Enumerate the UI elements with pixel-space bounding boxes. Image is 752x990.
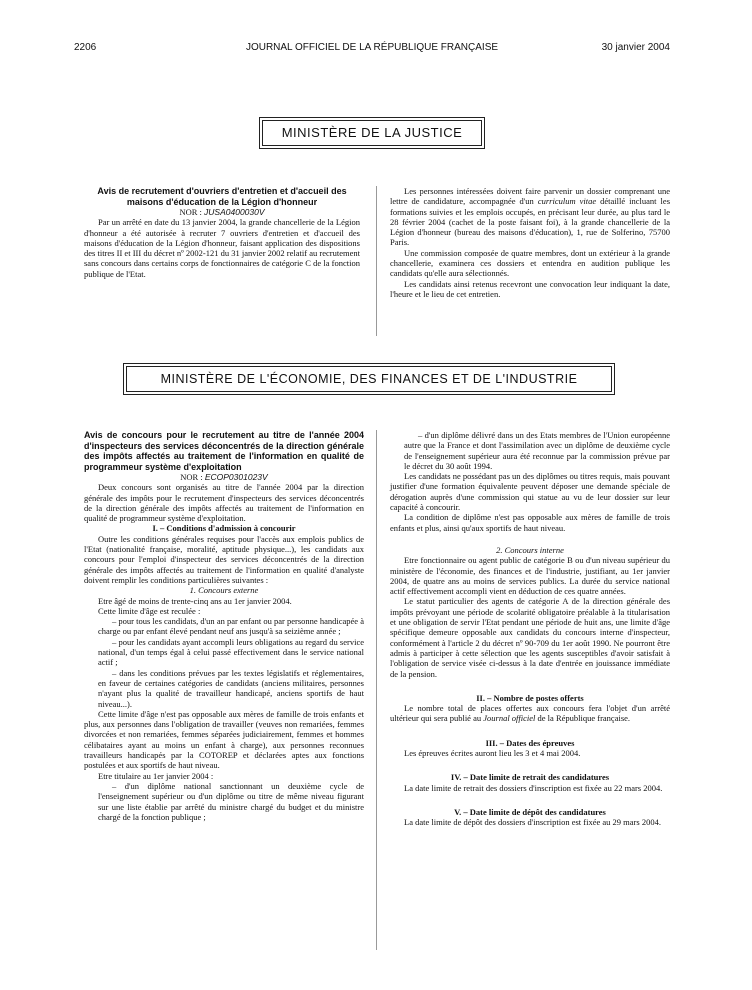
page-number: 2206: [74, 42, 97, 53]
section-heading: I. – Conditions d'admission à concourir: [152, 523, 296, 534]
section-heading: III. – Dates des épreuves: [485, 737, 575, 748]
list-item: – d'un diplôme national sanctionnant un deuxième cycle de l'enseignement supérieur ou d'un diplôme ou titre de même niveau figurant sur une liste établie par arrêté du ministre chargé du budget et du ministre chargé de la fonction publique ;: [98, 780, 364, 822]
page-header: [74, 42, 670, 58]
external-paragraph: Etre titulaire au 1er janvier 2004 :: [98, 770, 214, 781]
column-divider: [376, 430, 377, 950]
economie-nor: NOR : ECOP0301023V: [180, 472, 268, 482]
external-paragraph: Etre âgé de moins de trente-cinq ans au 1er janvier 2004.: [98, 595, 292, 606]
internal-paragraph: Etre fonctionnaire ou agent public de catégorie B ou d'un niveau supérieur du ministère de l'économie, des finances et de l'industrie, justifiant, au 1er janvier 2004, de quatre ans au moins de services publics. La durée du service national actif effectivement accompli vient en déduction de ces quatre années.: [390, 555, 670, 597]
list-item: – d'un diplôme délivré dans un des Etats membres de l'Union européenne autre que la France et dont l'assimilation avec un diplôme de deuxième cycle de l'enseignement supérieur aura été reconnue par la commission prévue par le décret du 30 août 1994.: [404, 430, 670, 471]
derogation-paragraph: Les candidats ne possédant pas un des diplômes ou titres requis, mais pouvant justifier d'une formation équivalente peuvent déposer une demande spéciale de dérogation auprès d'une commission qui statue au vu de leur dossier sur leur capacité à concourir.: [390, 471, 670, 513]
economie-notice-title: Avis de concours pour le recrutement au titre de l'année 2004 d'inspecteurs des services déconcentrés de la direction générale des impôts affectés au traitement de l'information en qualité de programmeur système d'exploitation: [84, 430, 364, 472]
ministry-justice-title: MINISTÈRE DE LA JUSTICE: [281, 125, 463, 140]
ministry-justice-box: [262, 120, 482, 146]
internal-paragraph: Le statut particulier des agents de catégorie A de la direction générale des impôts prévoyant une période de scolarité obligatoire préalable à la titularisation et une obligation de servir l'Etat pendant une période de huit ans, une limite d'âge spécifique demeure opposable aux candidats du concours interne d'inspecteur, conformément à l'article 2 du décret nº 90-709 du 1er août 1990. Ne pourront être admis à participer à cette sélection que les agents susceptibles d'avoir satisfait à l'obligation de service visée ci-dessus à la date d'entrée en jouissance immédiate de la pension.: [390, 596, 670, 679]
subsection-heading: 2. Concours interne: [496, 544, 564, 555]
ministry-economie-title: MINISTÈRE DE L'ÉCONOMIE, DES FINANCES ET DE L'INDUSTRIE: [160, 372, 578, 386]
justice-right-column: [390, 186, 670, 299]
list-item: – pour les candidats ayant accompli leurs obligations au regard du service national, d'un temps égal à celui passé effectivement dans le service national actif ;: [98, 636, 364, 668]
justice-nor: NOR : JUSA0400030V: [179, 207, 265, 217]
external-paragraph: Cette limite d'âge n'est pas opposable aux mères de famille de trois enfants et plus, aux personnes dans l'obligation de travailler (veuves non remariées, femmes divorcées et non remariées, femmes séparées judiciairement, femmes et hommes célibataires ayant au moins un enfant à charge), aux personnes reconnues travailleurs handicapés par la COTOREP et déclarées aptes aux fonctions postulées et aux sportifs de haut niveau.: [84, 708, 364, 771]
justice-paragraph: Une commission composée de quatre membres, dont un extérieur à la grande chancellerie, examinera ces dossiers et entendra en audition publique les candidats qu'elle aura sélectionnés.: [390, 247, 670, 279]
derogation-paragraph: La condition de diplôme n'est pas opposable aux mères de famille de trois enfants et plus, ainsi qu'aux sportifs de haut niveau.: [390, 512, 670, 533]
retrait-paragraph: La date limite de retrait des dossiers d'inscription est fixée au 22 mars 2004.: [404, 782, 663, 793]
ministry-economie-box: [126, 366, 612, 392]
dates-paragraph: Les épreuves écrites auront lieu les 3 et 4 mai 2004.: [404, 748, 581, 759]
column-divider: [376, 186, 377, 336]
justice-paragraph: Les personnes intéressées doivent faire parvenir un dossier comprenant une lettre de candidature, accompagnée d'un curriculum vitae détaillé incluant les formations suivies et les emplois occupés, en précisant leur durée, au plus tard le 28 février 2004 (cachet de la poste faisant foi), à la grande chancellerie de la Légion d'honneur (bureau des maisons d'éducation), 1, rue de Solferino, 75700 Paris.: [390, 186, 670, 248]
external-paragraph: Cette limite d'âge est reculée :: [98, 605, 201, 616]
section-heading: IV. – Date limite de retrait des candidatures: [450, 772, 610, 783]
journal-title: JOURNAL OFFICIEL DE LA RÉPUBLIQUE FRANÇAISE: [245, 42, 499, 53]
economie-left-column: [84, 430, 364, 822]
list-item: – pour tous les candidats, d'un an par enfant ou par personne handicapée à charge ou par enfant élevé pendant neuf ans jusqu'à sa seizième année ;: [98, 616, 364, 637]
section-heading: II. – Nombre de postes offerts: [476, 692, 584, 703]
justice-left-column: [84, 186, 360, 279]
conditions-paragraph: Outre les conditions générales requises pour l'accès aux emplois publics de l'Etat (nationalité française, moralité, aptitude physique...), les candidats aux concours pour l'emploi d'inspecteur des services déconcentrés de la direction générale des impôts affectés au traitement de l'information en qualité d'analyste doivent remplir les conditions particulières suivantes :: [84, 533, 364, 585]
intro-paragraph: Deux concours sont organisés au titre de l'année 2004 par la direction générale des impôts pour le recrutement d'inspecteurs des services déconcentrés de la direction générale des impôts affectés au traitement de l'information en qualité de programmeur système d'exploitation.: [84, 482, 364, 524]
depot-paragraph: La date limite de dépôt des dossiers d'inscription est fixée au 29 mars 2004.: [404, 817, 661, 828]
justice-paragraph: Par un arrêté en date du 13 janvier 2004, la grande chancellerie de la Légion d'honneur a été autorisée à recruter 7 ouvriers d'entretien et d'accueil des maisons d'éducation de la Légion d'honneur, faisant application des dispositions des titres II et III du décret nº 2002-121 du 31 janvier 2002 relatif au recrutement sans concours dans certains corps de fonctionnaires de catégorie C de la fonction publique de l'Etat.: [84, 217, 360, 279]
section-heading: V. – Date limite de dépôt des candidatures: [454, 806, 606, 817]
economie-right-column: [390, 430, 670, 828]
postes-paragraph: Le nombre total de places offertes aux concours fera l'objet d'un arrêté ultérieur qui sera publié au Journal officiel de la République française.: [390, 703, 670, 724]
justice-notice-title: Avis de recrutement d'ouvriers d'entretien et d'accueil des maisons d'éducation de la Légion d'honneur: [97, 186, 347, 207]
justice-paragraph: Les candidats ainsi retenus recevront une convocation leur indiquant la date, l'heure et le lieu de cet entretien.: [390, 278, 670, 299]
list-item: – dans les conditions prévues par les textes législatifs et réglementaires, en faveur de certaines catégories de candidats (anciens militaires, personnes n'ayant plus la qualité de travailleur handicapé, anciens sportifs de haut niveau...).: [98, 667, 364, 709]
subsection-heading: 1. Concours externe: [189, 585, 259, 596]
issue-date: 30 janvier 2004: [601, 42, 670, 53]
